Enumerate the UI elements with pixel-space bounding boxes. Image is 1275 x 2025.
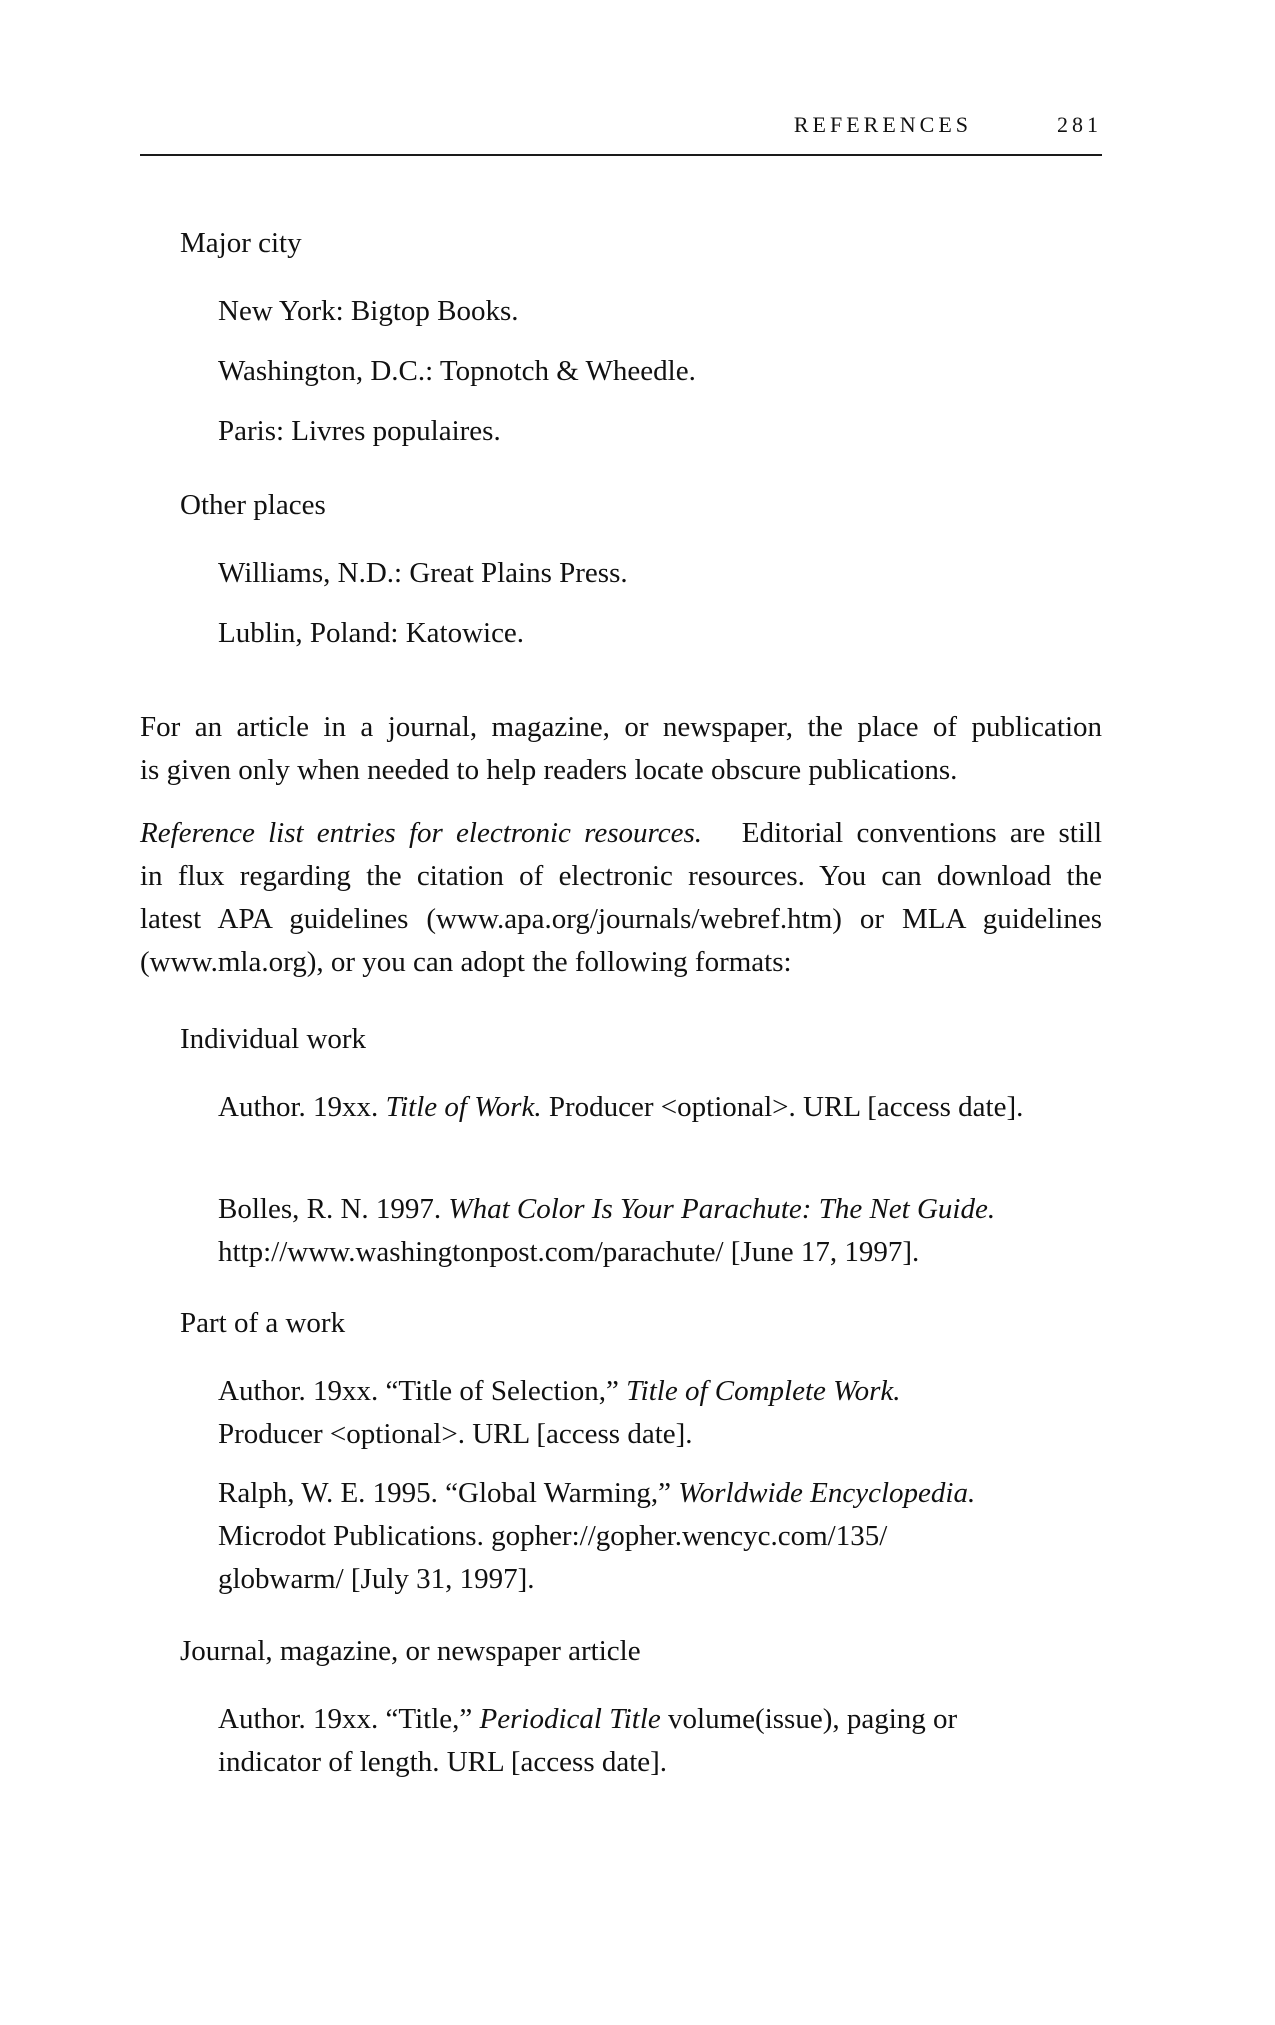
individual-work-example (218, 1188, 1078, 1274)
citation-text: Author. 19xx. (218, 1091, 386, 1123)
citation-text: http://www.washingtonpost.com/parachute/ [June 17, 1997]. (218, 1236, 920, 1268)
electronic-resources-run-in-heading: Reference list entries for electronic resources. (140, 817, 703, 849)
citation-title: Title of Work. (385, 1091, 542, 1123)
part-of-work-heading: Part of a work (180, 1307, 346, 1339)
electronic-para-text: Editorial conventions are still (741, 817, 1103, 849)
place-entry-paris: Paris: Livres populaires. (218, 415, 501, 447)
citation-title: Periodical Title (479, 1703, 661, 1735)
page-number: 281 (1057, 112, 1102, 137)
citation-text: Bolles, R. N. 1997. (218, 1193, 449, 1225)
citation-text: Author. 19xx. “Title of Selection,” (218, 1375, 627, 1407)
part-of-work-template (218, 1370, 1078, 1456)
article-place-line: is given only when needed to help readers locate obscure publications. (140, 754, 958, 786)
citation-text: Producer <optional>. URL [access date]. (218, 1418, 693, 1450)
other-places-heading: Other places (180, 489, 326, 521)
citation-text: Author. 19xx. “Title,” (218, 1703, 480, 1735)
electronic-resources-paragraph (140, 812, 1102, 984)
part-of-work-example (218, 1472, 998, 1601)
major-city-heading: Major city (180, 227, 302, 259)
citation-title: What Color Is Your Parachute: The Net Guide. (448, 1193, 996, 1225)
running-head (140, 112, 1102, 156)
periodical-article-heading: Journal, magazine, or newspaper article (180, 1635, 641, 1667)
article-place-paragraph (140, 706, 1102, 792)
citation-text: Microdot Publications. gopher://gopher.wencyc.com/135/ globwarm/ [July 31, 1997]. (218, 1520, 888, 1595)
place-entry-williams: Williams, N.D.: Great Plains Press. (218, 557, 628, 589)
article-place-line: For an article in a journal, magazine, or newspaper, the place of publication (140, 711, 1102, 743)
individual-work-heading: Individual work (180, 1023, 367, 1055)
place-entry-new-york: New York: Bigtop Books. (218, 295, 519, 327)
citation-text: Ralph, W. E. 1995. “Global Warming,” (218, 1477, 679, 1509)
citation-title: Title of Complete Work. (626, 1375, 901, 1407)
individual-work-template (218, 1086, 1038, 1129)
place-entry-washington: Washington, D.C.: Topnotch & Wheedle. (218, 355, 696, 387)
citation-text: Producer <optional>. URL [access date]. (541, 1091, 1024, 1123)
periodical-article-template (218, 1698, 1038, 1784)
running-head-title: REFERENCES (793, 112, 972, 137)
place-entry-lublin: Lublin, Poland: Katowice. (218, 617, 525, 649)
electronic-para-line: in flux regarding the citation of electronic resources. You can download the (140, 860, 1102, 892)
citation-text: volume(issue), paging or indicator of length. URL [access date]. (218, 1703, 958, 1778)
citation-title: Worldwide Encyclopedia. (678, 1477, 976, 1509)
electronic-para-line (140, 812, 1102, 855)
electronic-para-line: latest APA guidelines (www.apa.org/journals/webref.htm) or MLA guidelines (140, 903, 1102, 935)
electronic-para-line: (www.mla.org), or you can adopt the following formats: (140, 946, 792, 978)
